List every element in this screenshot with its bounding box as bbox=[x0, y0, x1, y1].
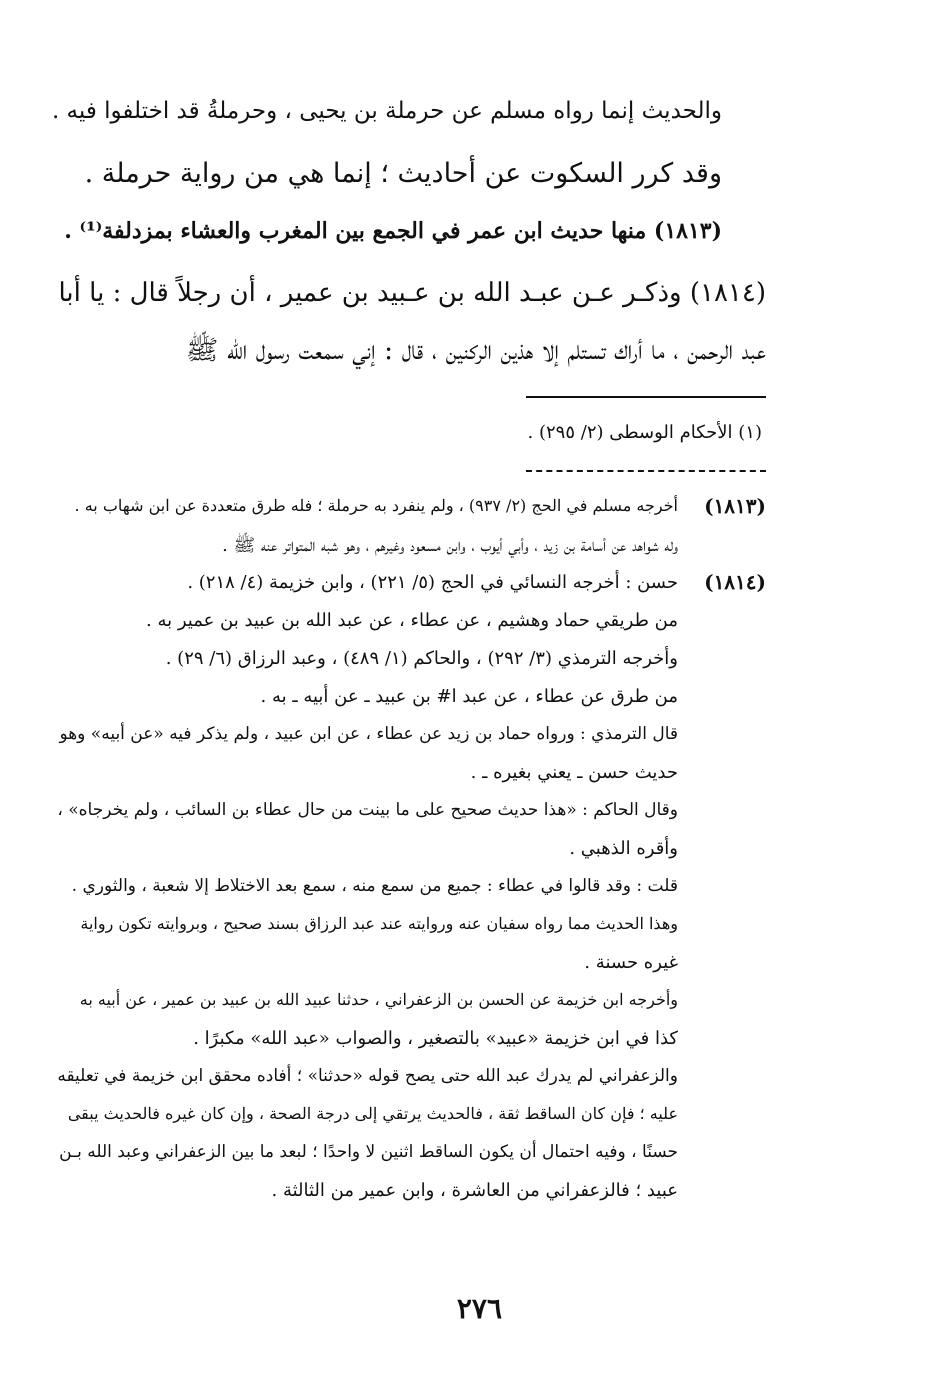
note-1814-line-11: غيره حسنة . bbox=[584, 952, 678, 973]
note-1813-line-1: أخرجه مسلم في الحج (٢/ ٩٣٧) ، ولم ينفرد به حرملة ؛ فله طرق متعددة عن ابن شهاب به . bbox=[74, 496, 678, 515]
main-line-4: (١٨١٤) وذكـر عـن عبـد الله بن عـبيد بن عمير ، أن رجلاً قال : يا أبا bbox=[58, 278, 766, 308]
note-1814-line-14: والزعفراني لم يدرك عبد الله حتى يصح قوله «حدثنا» ؛ أفاده محقق ابن خزيمة في تعليقه bbox=[57, 1066, 678, 1086]
main-line-3: (١٨١٣) منها حديث ابن عمر في الجمع بين المغرب والعشاء بمزدلفة⁽¹⁾ . bbox=[64, 218, 722, 244]
note-1814-line-7: وقال الحاكم : «هذا حديث صحيح على ما بينت من حال عطاء بن السائب ، ولم يخرجاه» ، bbox=[57, 800, 678, 820]
note-1814-line-6: حديث حسن ـ يعني بغيره ـ . bbox=[470, 762, 678, 783]
note-1814-line-10: وهذا الحديث مما رواه سفيان عنه وروايته عند عبد الرزاق بسند صحيح ، وبروايته تكون رواية bbox=[80, 914, 678, 933]
note-1814-line-12: وأخرجه ابن خزيمة عن الحسن بن الزعفراني ، حدثنا عبيد الله بن عبيد بن عمير ، عن أبيه به bbox=[79, 990, 678, 1009]
main-line-2: وقد كرر السكوت عن أحاديث ؛ إنما هي من رواية حرملة . bbox=[84, 158, 722, 189]
note-1814-line-15: عليه ؛ فإن كان الساقط ثقة ، فالحديث يرتقي إلى درجة الصحة ، وإن كان غيره فالحديث يبقى bbox=[67, 1104, 678, 1123]
author-footnote: (١) الأحكام الوسطى (٢/ ٢٩٥) . bbox=[527, 422, 762, 443]
notes-separator bbox=[526, 470, 766, 472]
note-1814-line-1: حسن : أخرجه النسائي في الحج (٥/ ٢٢١) ، وابن خزيمة (٤/ ٢١٨) . bbox=[187, 572, 678, 593]
note-1814-line-13: كذا في ابن خزيمة «عبيد» بالتصغير ، والصواب «عبد الله» مكبرًا . bbox=[193, 1028, 678, 1049]
note-1814-line-17: عبيد ؛ فالزعفراني من العاشرة ، وابن عمير من الثالثة . bbox=[271, 1180, 678, 1201]
note-1814-line-9: قلت : وقد قالوا في عطاء : جميع من سمع منه ، سمع بعد الاختلاط إلا شعبة ، والثوري . bbox=[71, 876, 678, 896]
main-line-5: عبد الرحمن ، ما أراك تستلم إلا هذين الركنين ، قال : إني سمعت رسول الله ﷺ bbox=[185, 335, 766, 366]
note-1814-line-3: وأخرجه الترمذي (٣/ ٢٩٢) ، والحاكم (١/ ٤٨٩) ، وعبد الرزاق (٦/ ٢٩) . bbox=[165, 648, 678, 669]
page-number: ٢٧٦ bbox=[456, 1292, 502, 1325]
note-1814-line-8: وأقره الذهبي . bbox=[569, 838, 678, 859]
note-1814-line-2: من طريقي حماد وهشيم ، عن عطاء ، عن عبد الله بن عبيد بن عمير به . bbox=[146, 610, 678, 631]
note-1814-line-5: قال الترمذي : ورواه حماد بن زيد عن عطاء ، عن ابن عبيد ، ولم يذكر فيه «عن أبيه» وهو bbox=[59, 724, 678, 744]
note-1814-line-16: حسنًا ، وفيه احتمال أن يكون الساقط اثنين لا واحدًا ؛ لبعد ما بين الزعفراني وعبد الله بـن bbox=[59, 1142, 678, 1162]
note-1814-line-4: من طرق عن عطاء ، عن عبد ا# بن عبيد ـ عن أبيه ـ به . bbox=[260, 686, 678, 707]
footnote-separator bbox=[526, 396, 766, 398]
note-number-1813: (١٨١٣) bbox=[704, 494, 766, 518]
note-number-1814: (١٨١٤) bbox=[704, 570, 766, 594]
main-line-1: والحديث إنما رواه مسلم عن حرملة بن يحيى ، وحرملةُ قد اختلفوا فيه . bbox=[51, 98, 722, 124]
note-1813-line-2: وله شواهد عن أسامة بن زيد ، وأبي أيوب ، وابن مسعود وغيرهم ، وهو شبه المتواتر عنه ﷺ . bbox=[222, 535, 678, 556]
